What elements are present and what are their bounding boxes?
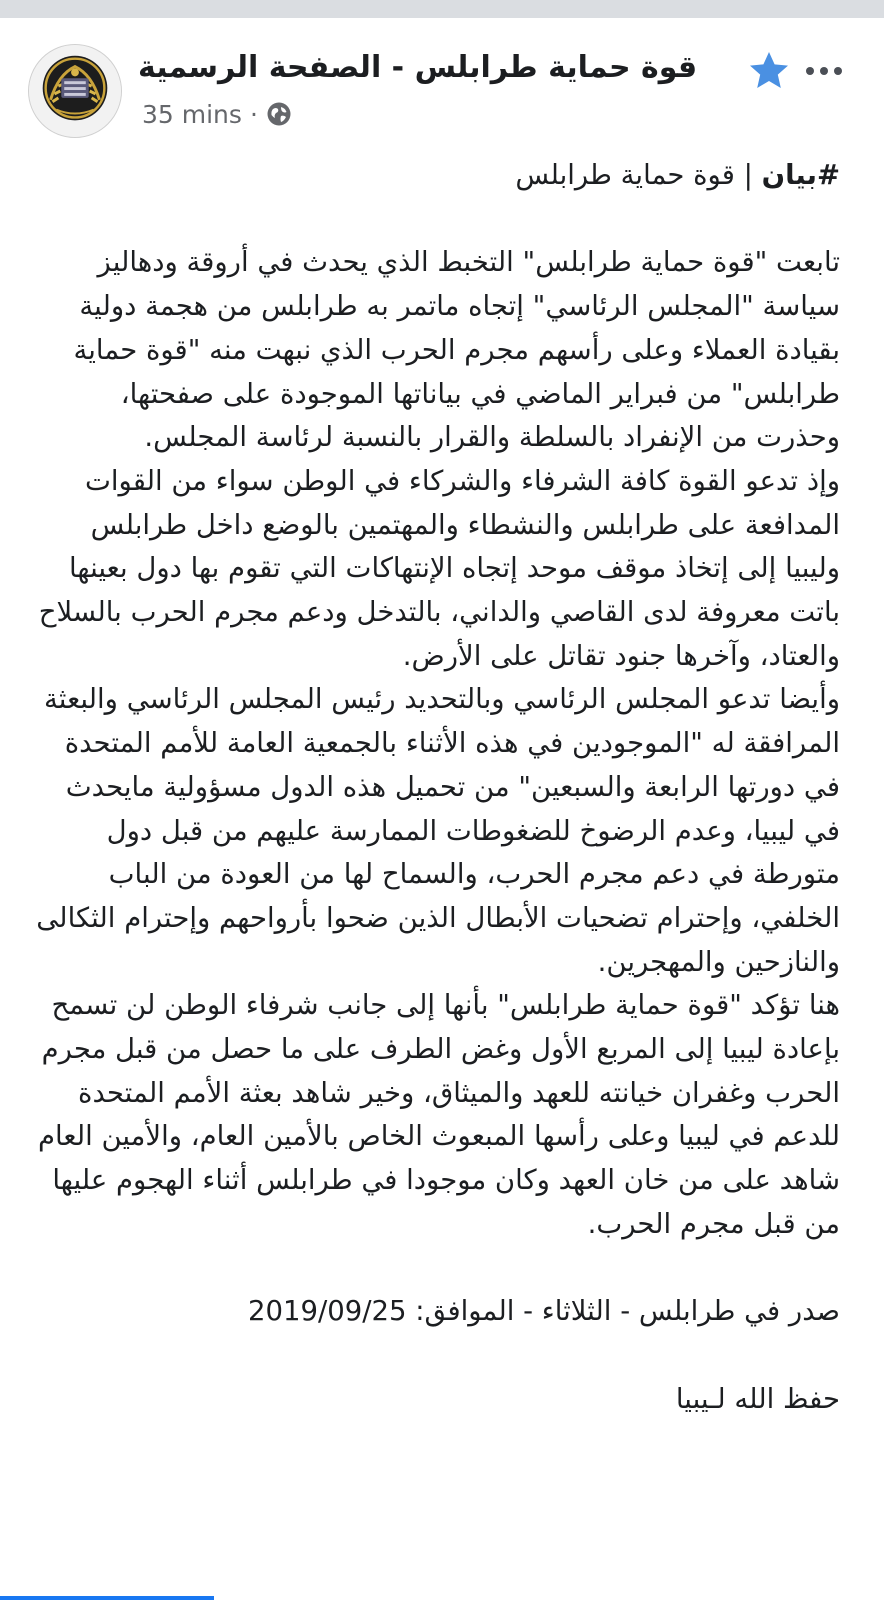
more-dot bbox=[820, 67, 828, 75]
page-avatar[interactable] bbox=[28, 44, 122, 138]
blank-line bbox=[32, 1334, 840, 1378]
more-dot bbox=[806, 67, 814, 75]
paragraph-4: هنا تؤكد "قوة حماية طرابلس" بأنها إلى جانب شرفاء الوطن لن تسمح بإعادة ليبيا إلى المربع الأول وغض الطرف على ما حصل من قبل مجرم الحرب وغفران خيانته للعهد والميثاق، وخير شاهد بعثة الأمم المتحدة للدعم في ليبيا وعلى رأسها المبعوث الخاص بالأمين العام، والأمين العام شاهد على من خان العهد وكان موجودا في طرابلس أثناء الهجوم عليها من قبل مجرم الحرب. bbox=[38, 989, 840, 1240]
post-time[interactable]: 35 mins bbox=[142, 99, 242, 129]
progress-indicator bbox=[0, 1596, 214, 1600]
page-name[interactable]: قوة حماية طرابلس - الصفحة الرسمية bbox=[138, 50, 698, 85]
globe-icon[interactable] bbox=[266, 101, 292, 127]
heading-text: | قوة حماية طرابلس bbox=[515, 159, 762, 191]
favorite-star-icon[interactable] bbox=[748, 50, 790, 92]
paragraph-2: وإذ تدعو القوة كافة الشرفاء والشركاء في الوطن سواء من القوات المدافعة على طرابلس والنشطاء والمهتمين بالوضع داخل طرابلس وليبيا إلى إتخاذ موقف موحد إتجاه الإنتهاكات التي تقوم بها دول بعينها باتت معروفة لدى القاصي والداني، بالتدخل ودعم مجرم الحرب بالسلاح والعتاد، وآخرها جنود تقاتل على الأرض. bbox=[38, 464, 840, 672]
top-separator bbox=[0, 0, 884, 18]
bottom-edge bbox=[0, 1590, 884, 1600]
post-meta bbox=[142, 96, 292, 132]
blank-line bbox=[32, 1247, 840, 1291]
closing-line: حفظ الله لـيبيا bbox=[675, 1382, 840, 1415]
post-header bbox=[0, 30, 884, 150]
more-options-icon[interactable] bbox=[806, 64, 842, 78]
meta-separator: · bbox=[249, 99, 258, 129]
blank-line bbox=[32, 198, 840, 242]
page-logo-avatar bbox=[29, 45, 121, 137]
issued-line: صدر في طرابلس - الثلاثاء - الموافق: 2019/09/25 bbox=[247, 1295, 840, 1328]
paragraph-1: تابعت "قوة حماية طرابلس" التخبط الذي يحدث في أروقة ودهاليز سياسة "المجلس الرئاسي" إتجاه ماتمر به طرابلس من هجمة دولية بقيادة العملاء وعلى رأسهم مجرم الحرب الذي نبهت منه "قوة حماية طرابلس" من فبراير الماضي في بياناتها الموجودة على صفحتها، وحذرت من الإنفراد بالسلطة والقرار بالنسبة لرئاسة المجلس. bbox=[73, 246, 840, 454]
paragraph-3: وأيضا تدعو المجلس الرئاسي وبالتحديد رئيس المجلس الرئاسي والبعثة المرافقة له "الموجودين في هذه الأثناء بالجمعية العامة للأمم المتحدة في دورتها الرابعة والسبعين" من تحميل هذه الدول مسؤولية مايحدث في ليبيا، وعدم الرضوخ للضغوطات الممارسة عليهم من قبل دول متورطة في دعم مجرم الحرب، والسماح لها من العودة من الباب الخلفي، وإحترام تضحيات الأبطال الذين ضحوا بأرواحهم وإحترام الثكالى والنازحين والمهجرين. bbox=[36, 683, 840, 978]
post-body bbox=[32, 154, 840, 1421]
more-dot bbox=[834, 67, 842, 75]
post-heading bbox=[32, 154, 840, 198]
hashtag-link[interactable]: #بيان bbox=[761, 159, 840, 191]
